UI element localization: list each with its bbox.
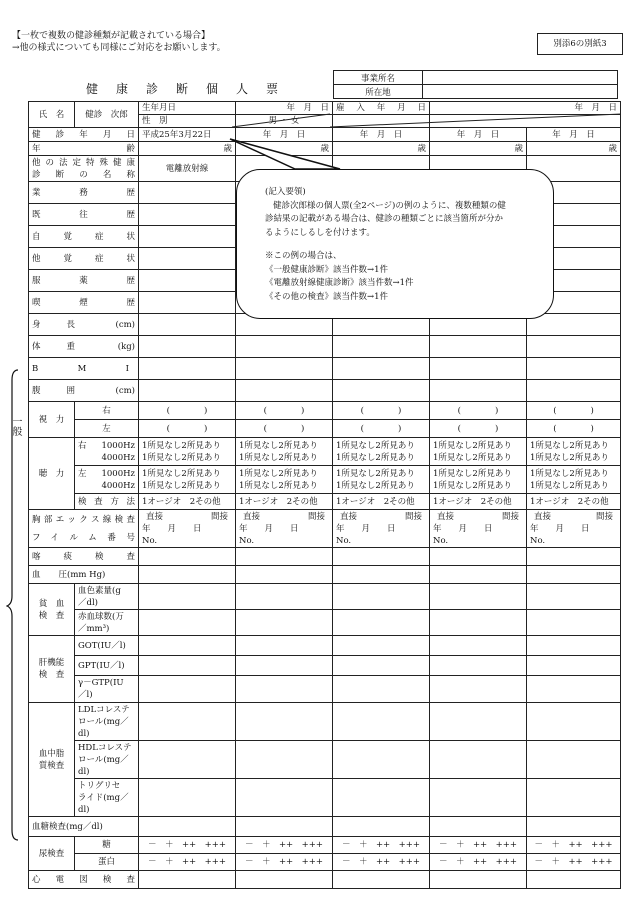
cell-4000: 1所見なし2所見あり (530, 480, 609, 491)
hire-date[interactable]: 年 月 日 (430, 102, 621, 115)
urine-protein-4[interactable]: － ＋ ++ +++ (430, 854, 527, 871)
height-unit: (cm) (115, 319, 135, 330)
vision-label: 視 力 (29, 402, 75, 438)
tg-line-1: トリグリセ (78, 780, 121, 791)
xray-indirect: 間接 (501, 511, 519, 522)
callout-item-2: 《電離放射線健康診断》該当件数→1件 (265, 278, 414, 288)
urine-protein-5[interactable]: － ＋ ++ +++ (527, 854, 621, 871)
xray-indirect: 間接 (210, 511, 228, 522)
hz-4000: 4000Hz (101, 452, 135, 463)
hdl-line-1: HDLコレステ (78, 742, 132, 753)
rbc-line-2: ／mm³) (78, 623, 110, 634)
hearing-method-5[interactable]: 1オージオ 2その他 (527, 494, 621, 510)
anemia-label: 貧 血 検 査 (29, 584, 75, 636)
weight-label-text: 体重 (32, 341, 102, 352)
name-label: 氏 名 (29, 102, 75, 128)
xray-direct: 直接 (534, 511, 552, 522)
ecg-label: 心電図検査 (29, 871, 139, 889)
age-4[interactable]: 歳 (430, 142, 527, 156)
xray-direct: 直接 (437, 511, 455, 522)
other-exam-1[interactable]: 電離放射線 (139, 156, 236, 182)
cell-4000: 1所見なし2所見あり (336, 480, 415, 491)
xray-date: 年 月 日 (239, 523, 299, 534)
ggt-line-2: ／l) (78, 690, 93, 700)
tg-line-3: dl) (78, 804, 90, 815)
birth-date[interactable]: 年 月 日 (236, 102, 333, 115)
xray-date: 年 月 日 (530, 523, 590, 534)
urine-glucose-1[interactable]: － ＋ ++ +++ (139, 837, 236, 854)
vision-right-3[interactable]: ( ) (333, 402, 430, 420)
got-label: GOT(IU／l) (75, 636, 139, 656)
bp-unit: 圧(mm Hg) (58, 569, 106, 580)
urine-glucose-2[interactable]: － ＋ ++ +++ (236, 837, 333, 854)
birth-label: 生年月日 (139, 102, 236, 115)
callout-text-1: 健診次郎様の個人票(全2ページ)の例のように、複数種類の健 (273, 200, 506, 211)
other-exam-label-1: 他の法定特殊健康 (32, 157, 135, 168)
age-label: 年齢 (29, 142, 139, 156)
vision-right-1[interactable]: ( ) (139, 402, 236, 420)
smoking-history-label: 喫煙歴 (29, 292, 139, 314)
blood-sugar-label: 血糖検査(mg／dl) (29, 817, 139, 837)
hearing-method-1[interactable]: 1オージオ 2その他 (139, 494, 236, 510)
urine-protein-1[interactable]: － ＋ ++ +++ (139, 854, 236, 871)
vision-left-1[interactable]: ( ) (139, 420, 236, 438)
vision-left-3[interactable]: ( ) (333, 420, 430, 438)
cell-4000: 1所見なし2所見あり (433, 452, 512, 463)
hearing-method-4[interactable]: 1オージオ 2その他 (430, 494, 527, 510)
hdl-line-3: dl) (78, 766, 90, 777)
xray-date: 年 月 日 (336, 523, 396, 534)
ggt-line-1: γ－GTP(IU (78, 678, 124, 688)
cell-4000: 1所見なし2所見あり (530, 452, 609, 463)
callout-text-2: 診結果の記載がある場合は、健診の種類ごとに該当箇所が分か (265, 214, 504, 224)
vision-right-2[interactable]: ( ) (236, 402, 333, 420)
cell-1000: 1所見なし2所見あり (142, 440, 221, 451)
vision-right-label: 右 (75, 402, 139, 420)
cell-1000: 1所見なし2所見あり (336, 468, 415, 479)
xray-direct: 直接 (146, 511, 164, 522)
form-title: 健康診断個人票 (86, 82, 297, 96)
cell-4000: 1所見なし2所見あり (142, 452, 221, 463)
callout-heading: (記入要領) (265, 187, 306, 197)
xray-indirect: 間接 (404, 511, 422, 522)
hdl-line-2: ロール(mg／ (78, 754, 129, 765)
xray-label-1: 胸部エックス線検査 (32, 514, 135, 525)
bmi-i: I (125, 363, 129, 374)
cell-1000: 1所見なし2所見あり (239, 440, 318, 451)
hz-1000: 1000Hz (101, 440, 135, 451)
hire-label: 雇 入 年 月 日 (333, 102, 430, 115)
sex-value[interactable]: 男 ・ 女 (236, 115, 333, 128)
cell-1000: 1所見なし2所見あり (142, 468, 221, 479)
instruction-line-1: 【一枚で複数の健診種類が記載されている場合】 (12, 31, 211, 41)
cell-4000: 1所見なし2所見あり (433, 480, 512, 491)
exam-date-4[interactable]: 年 月 日 (430, 128, 527, 142)
ldl-line-2: ロール(mg／ (78, 716, 129, 727)
age-1[interactable]: 歳 (139, 142, 236, 156)
age-5[interactable]: 歳 (527, 142, 621, 156)
height-label-text: 身長 (32, 319, 102, 330)
vision-left-5[interactable]: ( ) (527, 420, 621, 438)
cell-4000: 1所見なし2所見あり (336, 452, 415, 463)
waist-unit: (cm) (115, 385, 135, 396)
hz-1000: 1000Hz (101, 468, 135, 479)
hb-line-1: 血色素量(g (78, 585, 121, 596)
weight-unit: (kg) (117, 341, 135, 352)
occupation-history-label: 業務歴 (29, 182, 139, 204)
xray-no: No. (433, 535, 449, 546)
xray-no: No. (239, 535, 255, 546)
xray-label-2: フイルム番号 (32, 532, 135, 543)
vision-left-label: 左 (75, 420, 139, 438)
liver-label: 肝機能 検 査 (29, 636, 75, 703)
hz-4000: 4000Hz (101, 480, 135, 491)
cell-1000: 1所見なし2所見あり (530, 440, 609, 451)
urine-label: 尿検査 (29, 837, 75, 871)
urine-protein-3[interactable]: － ＋ ++ +++ (333, 854, 430, 871)
bmi-b: B (32, 363, 39, 374)
instruction-callout (236, 169, 554, 319)
cell-4000: 1所見なし2所見あり (142, 480, 221, 491)
hearing-left: 左 (78, 468, 87, 479)
exam-date-5[interactable]: 年 月 日 (527, 128, 621, 142)
instruction-line-2: →他の様式についても同様にご対応をお願いします。 (12, 43, 226, 53)
cell-1000: 1所見なし2所見あり (433, 440, 512, 451)
general-section-label: 一般 (10, 416, 21, 436)
xray-indirect: 間接 (596, 511, 614, 522)
cell-1000: 1所見なし2所見あり (336, 440, 415, 451)
hearing-label: 聴 力 (29, 438, 75, 510)
callout-example: ※この例の場合は、 (265, 251, 342, 261)
objective-symptoms-label: 他覚症状 (29, 248, 139, 270)
gpt-label: GPT(IU／l) (75, 656, 139, 676)
medical-history-label: 既往歴 (29, 204, 139, 226)
callout-text-3: るようにしるしを付けます。 (265, 227, 375, 238)
vision-left-4[interactable]: ( ) (430, 420, 527, 438)
ldl-line-3: dl) (78, 728, 90, 739)
name-value[interactable]: 健診 次郎 (75, 102, 139, 128)
exam-date-label: 健診年月日 (29, 128, 139, 142)
general-section-brace (6, 368, 20, 843)
hearing-method-2[interactable]: 1オージオ 2その他 (236, 494, 333, 510)
xray-date: 年 月 日 (142, 523, 202, 534)
other-exam-label-2: 診断の名称 (32, 169, 135, 180)
urine-glucose-3[interactable]: － ＋ ++ +++ (333, 837, 430, 854)
hearing-right: 右 (78, 440, 87, 451)
hb-line-2: ／dl) (78, 597, 98, 608)
xray-no: No. (530, 535, 546, 546)
xray-no: No. (142, 535, 158, 546)
hearing-method-label: 検査方法 (75, 494, 139, 510)
xray-indirect: 間接 (307, 511, 325, 522)
lipid-label: 血中脂 質検査 (29, 703, 75, 817)
exam-date-3[interactable]: 年 月 日 (333, 128, 430, 142)
age-3[interactable]: 歳 (333, 142, 430, 156)
sputum-label: 喀痰検査 (29, 548, 139, 566)
hearing-method-3[interactable]: 1オージオ 2その他 (333, 494, 430, 510)
cell-1000: 1所見なし2所見あり (530, 468, 609, 479)
cell-1000: 1所見なし2所見あり (433, 468, 512, 479)
urine-protein-2[interactable]: － ＋ ++ +++ (236, 854, 333, 871)
urine-glucose-label: 糖 (75, 837, 139, 854)
sex-label: 性 別 (139, 115, 236, 128)
cell-1000: 1所見なし2所見あり (239, 468, 318, 479)
xray-direct: 直接 (340, 511, 358, 522)
xray-no: No. (336, 535, 352, 546)
callout-item-3: 《その他の検査》該当件数→1件 (265, 291, 389, 302)
urine-glucose-4[interactable]: － ＋ ++ +++ (430, 837, 527, 854)
bp-label-text: 血 (32, 569, 41, 580)
xray-date: 年 月 日 (433, 523, 493, 534)
age-2[interactable]: 歳 (236, 142, 333, 156)
ldl-line-1: LDLコレステ (78, 704, 130, 715)
exam-date-2[interactable]: 年 月 日 (236, 128, 333, 142)
medication-history-label: 服薬歴 (29, 270, 139, 292)
xray-direct: 直接 (243, 511, 261, 522)
urine-glucose-5[interactable]: － ＋ ++ +++ (527, 837, 621, 854)
vision-left-2[interactable]: ( ) (236, 420, 333, 438)
cell-4000: 1所見なし2所見あり (239, 480, 318, 491)
vision-right-4[interactable]: ( ) (430, 402, 527, 420)
rbc-line-1: 赤血球数(万 (78, 611, 124, 622)
vision-right-5[interactable]: ( ) (527, 402, 621, 420)
office-location-label: 所在地 (334, 85, 423, 99)
callout-item-1: 《一般健康診断》該当件数→1件 (265, 264, 389, 275)
waist-label-text: 腹囲 (32, 385, 102, 396)
exam-date-1[interactable]: 平成25年3月22日 (139, 128, 236, 142)
subjective-symptoms-label: 自覚症状 (29, 226, 139, 248)
attachment-tag: 別添6の別紙3 (537, 33, 623, 55)
cell-4000: 1所見なし2所見あり (239, 452, 318, 463)
tg-line-2: ライド(mg／ (78, 792, 129, 803)
office-name-label: 事業所名 (334, 71, 423, 85)
urine-protein-label: 蛋白 (75, 854, 139, 871)
bmi-m: M (77, 363, 87, 374)
